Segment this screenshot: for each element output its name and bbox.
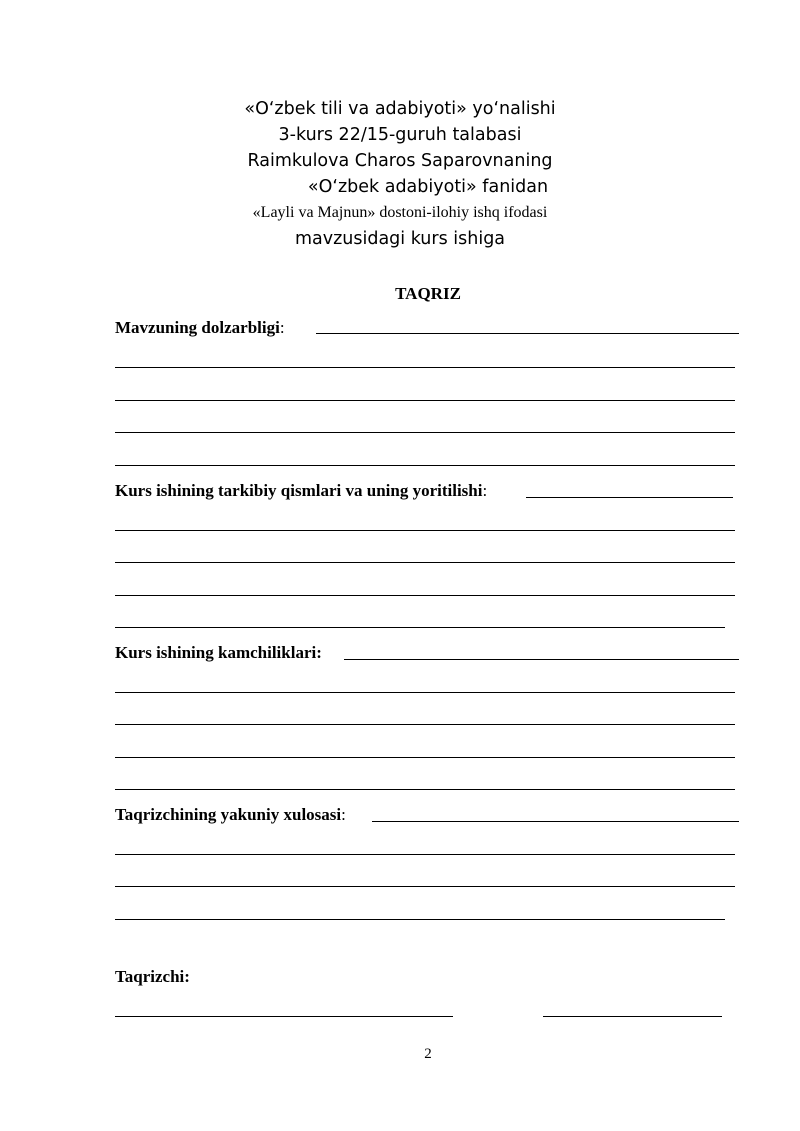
reviewer-label: Taqrizchi: xyxy=(115,967,190,986)
answer-line[interactable] xyxy=(372,821,739,822)
answer-line[interactable] xyxy=(115,724,735,725)
answer-line[interactable] xyxy=(115,465,735,466)
header-line-student: Raimkulova Charos Saparovnaning xyxy=(247,151,553,171)
answer-line[interactable] xyxy=(115,886,735,887)
answer-line[interactable] xyxy=(316,333,739,334)
header-line-topic: «Layli va Majnun» dostoni-ilohiy ishq ifodasi xyxy=(252,204,548,221)
document-header xyxy=(0,96,800,252)
answer-line[interactable] xyxy=(115,400,735,401)
answer-line[interactable] xyxy=(115,530,735,531)
answer-line[interactable] xyxy=(115,789,735,790)
section-label-shortcomings: Kurs ishining kamchiliklari: xyxy=(115,643,322,662)
header-line-course-work: mavzusidagi kurs ishiga xyxy=(294,229,506,249)
answer-line[interactable] xyxy=(115,692,735,693)
answer-line[interactable] xyxy=(115,854,735,855)
document-title: TAQRIZ xyxy=(395,284,461,303)
answer-line[interactable] xyxy=(115,919,725,920)
answer-line[interactable] xyxy=(115,757,735,758)
header-line-subject: «O‘zbek adabiyoti» fanidan xyxy=(307,177,549,197)
reviewer-signature-line[interactable] xyxy=(543,1016,722,1017)
section-label-conclusion: Taqrizchining yakuniy xulosasi: xyxy=(115,805,346,824)
answer-line[interactable] xyxy=(344,659,739,660)
header-line-program: «O‘zbek tili va adabiyoti» yo‘nalishi xyxy=(244,99,556,119)
reviewer-name-line[interactable] xyxy=(115,1016,453,1017)
header-line-group: 3-kurs 22/15-guruh talabasi xyxy=(278,125,522,145)
answer-line[interactable] xyxy=(115,627,725,628)
answer-line[interactable] xyxy=(115,432,735,433)
answer-line[interactable] xyxy=(115,367,735,368)
section-label-relevance: Mavzuning dolzarbligi: xyxy=(115,318,285,337)
page-number: 2 xyxy=(424,1046,432,1062)
answer-line[interactable] xyxy=(526,497,733,498)
answer-line[interactable] xyxy=(115,595,735,596)
answer-line[interactable] xyxy=(115,562,735,563)
section-label-structure: Kurs ishining tarkibiy qismlari va uning yoritilishi: xyxy=(115,481,488,500)
